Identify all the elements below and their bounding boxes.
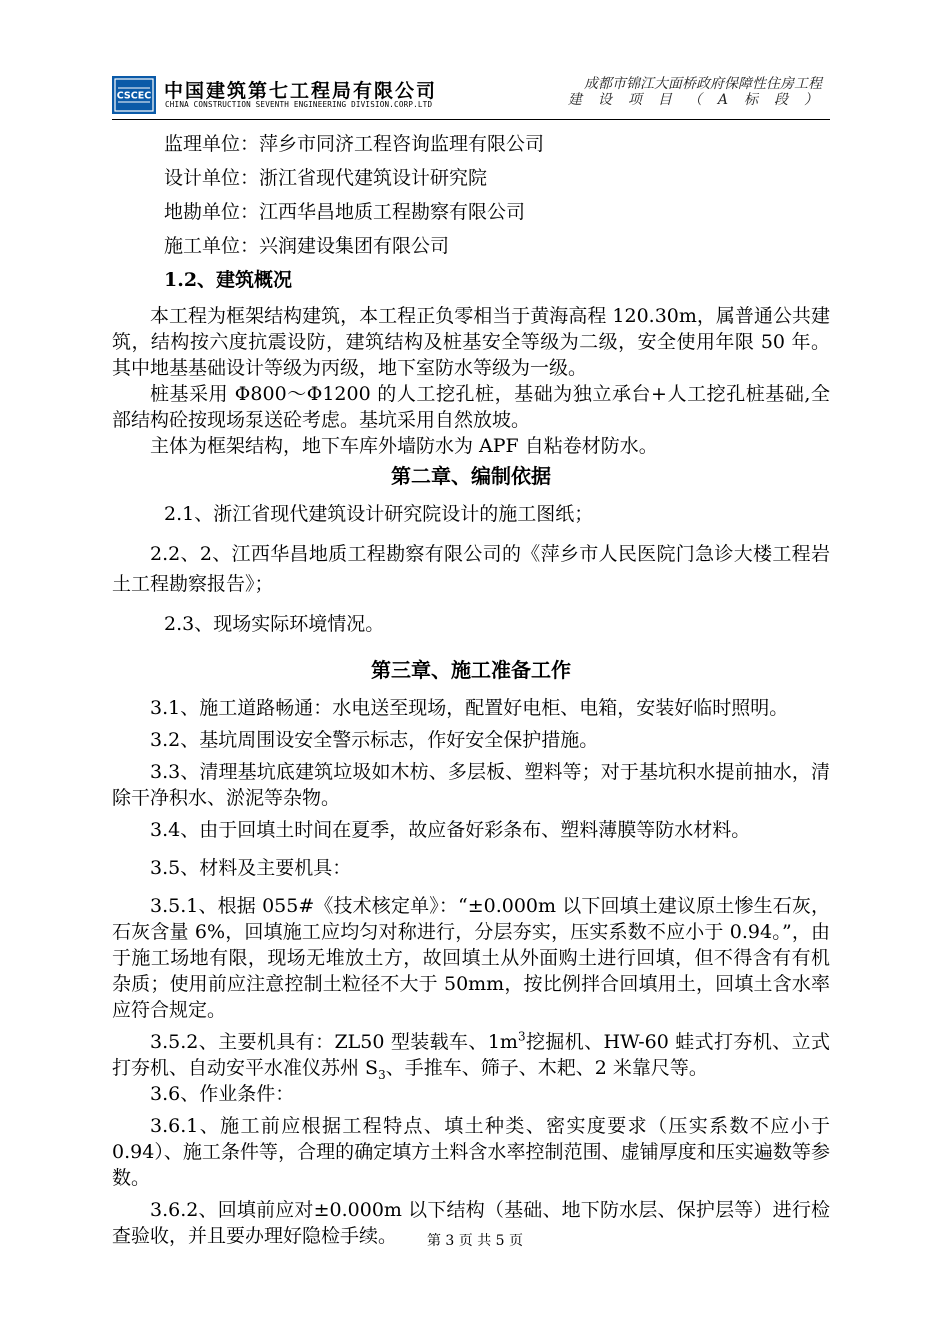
chapter-2-item-2: 2.2、2、江西华昌地质工程勘察有限公司的《萍乡市人民医院门急诊大楼工程岩土工程勘察报告》；	[112, 543, 830, 595]
section-1-2-title: 1.2、建筑概况	[164, 269, 293, 291]
unit-construction: 施工单位：兴润建设集团有限公司	[164, 235, 450, 257]
header-divider	[112, 119, 830, 120]
units-list	[112, 127, 830, 263]
para-3-5-2-part-c: 、手推车、筛子、木耙、2 米靠尺等。	[385, 1057, 708, 1079]
unit-supervision: 监理单位：萍乡市同济工程咨询监理有限公司	[164, 133, 545, 155]
project-title-line2: 建设项目（A标段）	[567, 92, 834, 108]
para-3-1: 3.1、施工道路畅通：水电送至现场，配置好电柜、电箱，安装好临时照明。	[150, 697, 789, 719]
para-3-5-2-part-b: 挖掘机、HW-60 蛙式打夯机、立式打夯机、自动安平水准仪苏州 S	[112, 1031, 830, 1079]
company-name-cn: 中国建筑第七工程局有限公司	[164, 80, 438, 102]
para-3-5-1: 3.5.1、根据 055#《技术核定单》：“±0.000m 以下回填土建议原土惨生石灰，石灰含量 6%，回填施工应均匀对称进行，分层夯实，压实系数不应小于 0.94。”，由于施工场地有限，现场无堆放土方，故回填土从外面购土进行回填，但不得含有有机杂质；使用前应注意控制土粒径不大于 50mm，按比例拌合回填用土，回填土含水率应符合规定。	[112, 895, 830, 1021]
para-3-6: 3.6、作业条件：	[150, 1083, 295, 1105]
para-3-4: 3.4、由于回填土时间在夏季，故应备好彩条布、塑料薄膜等防水材料。	[150, 819, 751, 841]
para-3-5-2	[112, 1029, 830, 1081]
chapter-2-item-1: 2.1、浙江省现代建筑设计研究院设计的施工图纸；	[164, 503, 594, 525]
para-3-5-2-sub: 3	[378, 1067, 386, 1082]
chapter-3-title: 第三章、施工准备工作	[371, 658, 571, 682]
unit-survey: 地勘单位：江西华昌地质工程勘察有限公司	[164, 201, 526, 223]
section-1-2-para-2: 桩基采用 Φ800～Φ1200 的人工挖孔桩，基础为独立承台+人工挖孔桩基础,全部结构砼按现场泵送砼考虑。基坑采用自然放坡。	[112, 383, 830, 431]
project-title-line1: 成都市锦江大面桥政府保障性住房工程	[584, 76, 822, 92]
para-3-6-2: 3.6.2、回填前应对±0.000m 以下结构（基础、地下防水层、保护层等）进行检查验收，并且要办理好隐检手续。	[112, 1199, 830, 1247]
section-1-2-para-1: 本工程为框架结构建筑，本工程正负零相当于黄海高程 120.30m，属普通公共建筑，结构按六度抗震设防，建筑结构及桩基安全等级为二级，安全使用年限 50 年。其中地基基础设计等级为丙级，地下室防水等级为一级。	[112, 305, 830, 379]
unit-design: 设计单位：浙江省现代建筑设计研究院	[164, 167, 488, 189]
para-3-2: 3.2、基坑周围设安全警示标志，作好安全保护措施。	[150, 729, 599, 751]
para-3-3: 3.3、清理基坑底建筑垃圾如木枋、多层板、塑料等；对于基坑积水提前抽水，清除干净积水、淤泥等杂物。	[112, 761, 830, 809]
logo-text: CSCEC	[116, 90, 152, 102]
para-3-5: 3.5、材料及主要机具：	[150, 857, 352, 879]
company-logo-icon	[112, 76, 156, 114]
document-body	[112, 123, 830, 1249]
page-header	[112, 70, 834, 122]
project-title	[567, 76, 834, 108]
chapter-2-item-3: 2.3、现场实际环境情况。	[164, 613, 385, 635]
page-number: 第 3 页 共 5 页	[426, 1233, 524, 1249]
company-name-en: CHINA CONSTRUCTION SEVENTH ENGINEERING DIVISION.CORP.LTD	[165, 100, 433, 109]
para-3-5-2-sup: 3	[517, 1029, 526, 1044]
para-3-5-2-part-a: 3.5.2、主要机具有：ZL50 型装载车、1m	[150, 1031, 518, 1053]
para-3-6-1: 3.6.1、施工前应根据工程特点、填土种类、密实度要求（压实系数不应小于 0.94）、施工条件等，合理的确定填方土料含水率控制范围、虚铺厚度和压实遍数等参数。	[112, 1115, 830, 1189]
chapter-2-title: 第二章、编制依据	[391, 464, 551, 488]
section-1-2-para-3: 主体为框架结构，地下车库外墙防水为 APF 自粘卷材防水。	[150, 435, 658, 457]
